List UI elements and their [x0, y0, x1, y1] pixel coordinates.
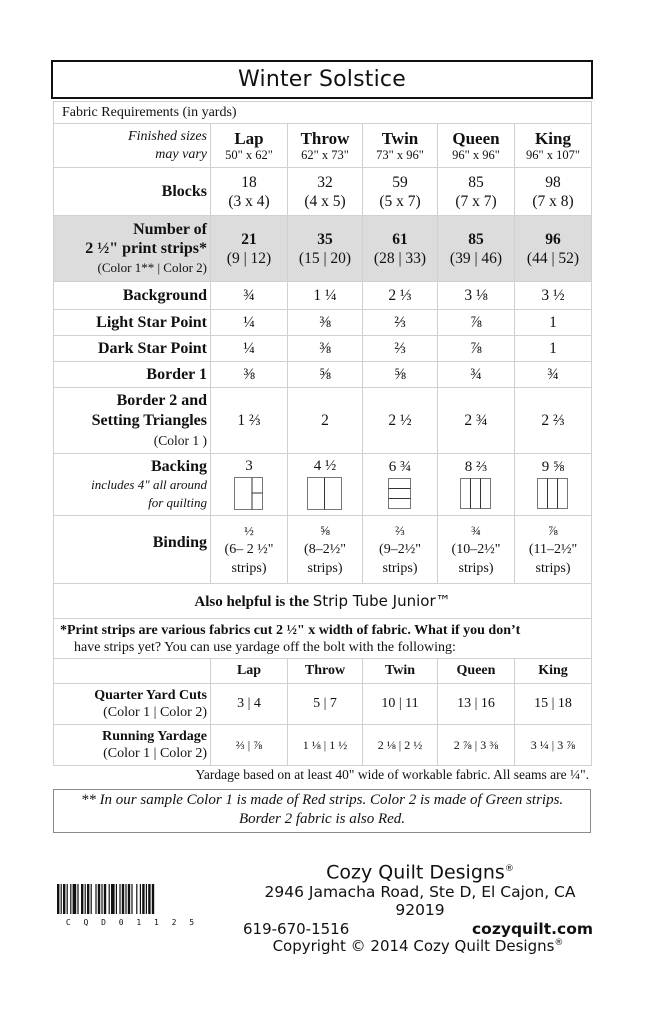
yardage-cell: 1 ¼	[288, 282, 363, 310]
running-yardage-cell: ⅔ | ⅞	[211, 725, 288, 766]
strip-total: 61	[392, 230, 408, 248]
strip-split: (39 | 46)	[449, 249, 503, 267]
binding-cell	[288, 516, 363, 584]
row-label: Dark Star Point	[54, 336, 211, 362]
yardage-note: Yardage based on at least 40" wide of workable fabric. All seams are ¼".	[195, 767, 589, 782]
barcode-bar	[116, 884, 117, 914]
footnote-line2: have strips yet? You can use yardage off the bolt with the following:	[74, 639, 456, 655]
barcode-bar	[131, 884, 132, 914]
block-grid: (7 x 8)	[532, 192, 574, 210]
binding-amount: ½	[244, 523, 254, 538]
backing-note-line1: includes 4" all around	[91, 476, 207, 492]
yardage-cell: 1	[515, 336, 592, 362]
barcode-bar	[98, 884, 100, 914]
column-header-twin	[363, 124, 438, 168]
backing-layout-icon	[460, 478, 492, 510]
backing-row	[54, 454, 592, 516]
strip-total: 96	[545, 230, 561, 248]
yardage-cell: ¼	[211, 310, 288, 336]
yardage-cell: 2 ⅓	[363, 282, 438, 310]
size-dimensions: 96" x 107"	[526, 148, 580, 162]
binding-strips: (8–2½"	[304, 542, 346, 557]
binding-unit: strips)	[231, 561, 267, 576]
barcode-text: C Q D 0 1 1 2 5	[65, 918, 199, 927]
yardage-cell: ⅜	[288, 336, 363, 362]
print-strips-footnote	[54, 619, 592, 659]
running-yardage-cell: 3 ¼ | 3 ⅞	[515, 725, 592, 766]
yardage-column-header: Lap	[211, 659, 288, 684]
sample-color-note	[53, 789, 591, 833]
pattern-title: Winter Solstice	[51, 60, 593, 99]
yardage-cell: 2 ½	[363, 388, 438, 454]
column-header-queen	[438, 124, 515, 168]
row-label	[54, 684, 211, 725]
quarter-yard-cell: 5 | 7	[288, 684, 363, 725]
strip-total: 35	[317, 230, 333, 248]
block-count: 32	[317, 173, 333, 191]
quarter-yard-row	[54, 684, 592, 725]
row-label: Binding	[54, 516, 211, 584]
barcode-bars	[57, 884, 207, 914]
yardage-cell: ⅞	[438, 336, 515, 362]
binding-unit: strips)	[458, 561, 494, 576]
table-heading-row	[54, 102, 592, 124]
quarter-yard-label: Quarter Yard Cuts	[94, 688, 207, 703]
helpful-note	[54, 584, 592, 619]
barcode-bar	[95, 884, 96, 914]
binding-cell	[363, 516, 438, 584]
binding-unit: strips)	[382, 561, 418, 576]
blocks-cell	[211, 168, 288, 216]
sizes-label-line2: may vary	[155, 146, 207, 162]
barcode-bar	[146, 884, 147, 914]
footnote-row	[54, 619, 592, 659]
barcode-bar	[70, 884, 71, 914]
yardage-cell: 2 ¾	[438, 388, 515, 454]
sizes-label-line1: Finished sizes	[128, 128, 207, 144]
yardage-cell: ⅜	[211, 362, 288, 388]
barcode-bar	[104, 884, 106, 914]
yardage-cell: ⅞	[438, 310, 515, 336]
running-yardage-cell: 2 ⅞ | 3 ⅜	[438, 725, 515, 766]
yardage-cell: 2	[288, 388, 363, 454]
barcode-bar	[128, 884, 130, 914]
yardage-cell: ⅜	[288, 310, 363, 336]
strips-row	[54, 216, 592, 282]
blocks-row	[54, 168, 592, 216]
backing-layout-icon	[234, 477, 264, 511]
binding-amount: ⅝	[320, 523, 330, 538]
strips-label-line1: Number of	[133, 221, 207, 238]
strip-split: (44 | 52)	[526, 249, 580, 267]
binding-row	[54, 516, 592, 584]
company-name	[245, 858, 595, 883]
yardage-cell: ⅔	[363, 310, 438, 336]
yardage-cell: 1 ⅔	[211, 388, 288, 454]
product-name: Strip Tube Junior™	[312, 591, 451, 610]
empty-header-cell	[54, 659, 211, 684]
strips-cell	[211, 216, 288, 282]
registered-mark: ®	[504, 864, 514, 874]
blocks-cell	[438, 168, 515, 216]
binding-amount: ⅞	[548, 523, 558, 538]
helpful-prefix: Also helpful is the	[194, 593, 313, 610]
block-count: 98	[545, 173, 561, 191]
strips-label-line3: (Color 1** | Color 2)	[97, 260, 207, 275]
barcode-bar	[91, 884, 92, 914]
barcode-bar	[61, 884, 62, 914]
barcode-bar	[67, 884, 68, 914]
border2-row	[54, 388, 592, 454]
running-yardage-row	[54, 725, 592, 766]
barcode-bar	[119, 884, 120, 914]
yardage-column-header: King	[515, 659, 592, 684]
barcode-bar	[122, 884, 124, 914]
barcode-bar	[125, 884, 126, 914]
backing-yardage: 8 ⅔	[464, 459, 488, 475]
row-label: Blocks	[54, 168, 211, 216]
backing-cell	[211, 454, 288, 516]
block-count: 18	[241, 173, 257, 191]
backing-yardage: 3	[245, 458, 253, 474]
sample-note-line2: Border 2 fabric is also Red.	[238, 811, 406, 827]
block-count: 59	[392, 173, 408, 191]
backing-yardage: 6 ¾	[388, 459, 412, 475]
quarter-yard-cell: 10 | 11	[363, 684, 438, 725]
backing-yardage: 4 ½	[313, 458, 337, 474]
barcode-bar	[109, 884, 110, 914]
row-label	[54, 388, 211, 454]
backing-cell	[288, 454, 363, 516]
size-header-row	[54, 124, 592, 168]
barcode-bar	[140, 884, 141, 914]
strips-cell	[288, 216, 363, 282]
fabric-requirements-table	[53, 101, 592, 766]
barcode-bar	[101, 884, 102, 914]
backing-layout-icon	[388, 478, 412, 510]
website-link[interactable]: cozyquilt.com	[471, 920, 593, 938]
strip-total: 21	[241, 230, 257, 248]
blocks-cell	[515, 168, 592, 216]
size-dimensions: 96" x 96"	[452, 148, 500, 162]
blocks-cell	[288, 168, 363, 216]
block-grid: (3 x 4)	[228, 192, 270, 210]
row-label: Light Star Point	[54, 310, 211, 336]
barcode-bar	[63, 884, 65, 914]
border1-row	[54, 362, 592, 388]
barcode-bar	[77, 884, 78, 914]
backing-label: Backing	[150, 457, 207, 475]
backing-cell	[438, 454, 515, 516]
size-name: Twin	[381, 129, 419, 148]
barcode-bar	[152, 884, 154, 914]
border2-label-line1: Border 2 and	[116, 391, 207, 409]
row-label	[54, 454, 211, 516]
strip-split: (15 | 20)	[298, 249, 352, 267]
backing-layout-icon	[307, 477, 343, 511]
copyright	[243, 937, 593, 955]
yardage-cell: ⅝	[288, 362, 363, 388]
binding-strips: (6– 2 ½"	[224, 542, 274, 557]
yardage-cell: ¼	[211, 336, 288, 362]
yardage-cell: 3 ½	[515, 282, 592, 310]
address-line1: 2946 Jamacha Road, Ste D, El Cajon, CA	[264, 883, 576, 902]
size-name: Lap	[234, 129, 264, 148]
strips-cell	[363, 216, 438, 282]
strips-cell	[515, 216, 592, 282]
binding-strips: (10–2½"	[451, 542, 501, 557]
yardage-column-header: Twin	[363, 659, 438, 684]
blocks-cell	[363, 168, 438, 216]
backing-note-line2: for quilting	[148, 494, 207, 510]
yardage-cell: 2 ⅔	[515, 388, 592, 454]
binding-amount: ¾	[471, 523, 481, 538]
size-name: Throw	[300, 129, 350, 148]
yardage-column-header: Queen	[438, 659, 515, 684]
company-block	[245, 858, 595, 919]
yardage-column-header: Throw	[288, 659, 363, 684]
phone-number: 619-670-1516	[243, 920, 350, 938]
row-label: Background	[54, 282, 211, 310]
yardage-cell: ⅔	[363, 336, 438, 362]
barcode-bar	[111, 884, 115, 914]
yardage-header-row	[54, 659, 592, 684]
yardage-cell: ¾	[211, 282, 288, 310]
dark-star-point-row	[54, 336, 592, 362]
table-heading: Fabric Requirements (in yards)	[54, 102, 592, 124]
sizes-label	[54, 124, 211, 168]
quarter-yard-cell: 15 | 18	[515, 684, 592, 725]
registered-mark: ®	[554, 938, 564, 948]
barcode	[57, 884, 207, 927]
running-yardage-sublabel: (Color 1 | Color 2)	[103, 746, 207, 761]
running-yardage-label: Running Yardage	[102, 729, 207, 744]
copyright-text: Copyright © 2014 Cozy Quilt Designs	[272, 937, 555, 955]
binding-strips: (11–2½"	[528, 542, 578, 557]
size-dimensions: 62" x 73"	[301, 148, 349, 162]
binding-cell	[438, 516, 515, 584]
company-name-text: Cozy Quilt Designs	[326, 861, 505, 884]
block-count: 85	[468, 173, 484, 191]
strips-cell	[438, 216, 515, 282]
quarter-yard-sublabel: (Color 1 | Color 2)	[103, 705, 207, 720]
backing-layout-icon	[537, 478, 569, 510]
binding-unit: strips)	[307, 561, 343, 576]
background-row	[54, 282, 592, 310]
column-header-king	[515, 124, 592, 168]
binding-cell	[515, 516, 592, 584]
column-header-lap	[211, 124, 288, 168]
border2-label-line3: (Color 1 )	[153, 432, 207, 448]
light-star-point-row	[54, 310, 592, 336]
quarter-yard-cell: 3 | 4	[211, 684, 288, 725]
block-grid: (7 x 7)	[455, 192, 497, 210]
size-dimensions: 73" x 96"	[376, 148, 424, 162]
barcode-bar	[87, 884, 89, 914]
barcode-bar	[85, 884, 86, 914]
barcode-bar	[136, 884, 137, 914]
barcode-bar	[81, 884, 83, 914]
size-name: King	[535, 129, 571, 148]
row-label	[54, 725, 211, 766]
yardage-cell: ¾	[438, 362, 515, 388]
border2-label-line2: Setting Triangles	[91, 411, 207, 429]
helpful-row	[54, 584, 592, 619]
binding-unit: strips)	[535, 561, 571, 576]
barcode-bar	[142, 884, 144, 914]
binding-cell	[211, 516, 288, 584]
size-name: Queen	[452, 129, 500, 148]
strips-label-line2: 2 ½" print strips*	[85, 240, 207, 257]
quarter-yard-cell: 13 | 16	[438, 684, 515, 725]
backing-cell	[363, 454, 438, 516]
barcode-bar	[148, 884, 150, 914]
binding-amount: ⅔	[395, 523, 405, 538]
row-label: Border 1	[54, 362, 211, 388]
running-yardage-cell: 2 ⅛ | 2 ½	[363, 725, 438, 766]
yardage-cell: ¾	[515, 362, 592, 388]
row-label	[54, 216, 211, 282]
yardage-cell: ⅝	[363, 362, 438, 388]
size-dimensions: 50" x 62"	[225, 148, 273, 162]
yardage-cell: 1	[515, 310, 592, 336]
yardage-cell: 3 ⅛	[438, 282, 515, 310]
backing-cell	[515, 454, 592, 516]
column-header-throw	[288, 124, 363, 168]
block-grid: (4 x 5)	[304, 192, 346, 210]
barcode-bar	[57, 884, 59, 914]
footnote-line1: *Print strips are various fabrics cut 2 ½" x width of fabric. What if you don’t	[60, 622, 521, 638]
binding-strips: (9–2½"	[379, 542, 421, 557]
sample-note-line1: ** In our sample Color 1 is made of Red strips. Color 2 is made of Green strips.	[80, 792, 564, 808]
strip-total: 85	[468, 230, 484, 248]
strip-split: (28 | 33)	[373, 249, 427, 267]
block-grid: (5 x 7)	[379, 192, 421, 210]
address-line2: 92019	[395, 901, 445, 920]
backing-yardage: 9 ⅝	[541, 459, 565, 475]
running-yardage-cell: 1 ⅛ | 1 ½	[288, 725, 363, 766]
strip-split: (9 | 12)	[226, 249, 272, 267]
barcode-bar	[73, 884, 77, 914]
